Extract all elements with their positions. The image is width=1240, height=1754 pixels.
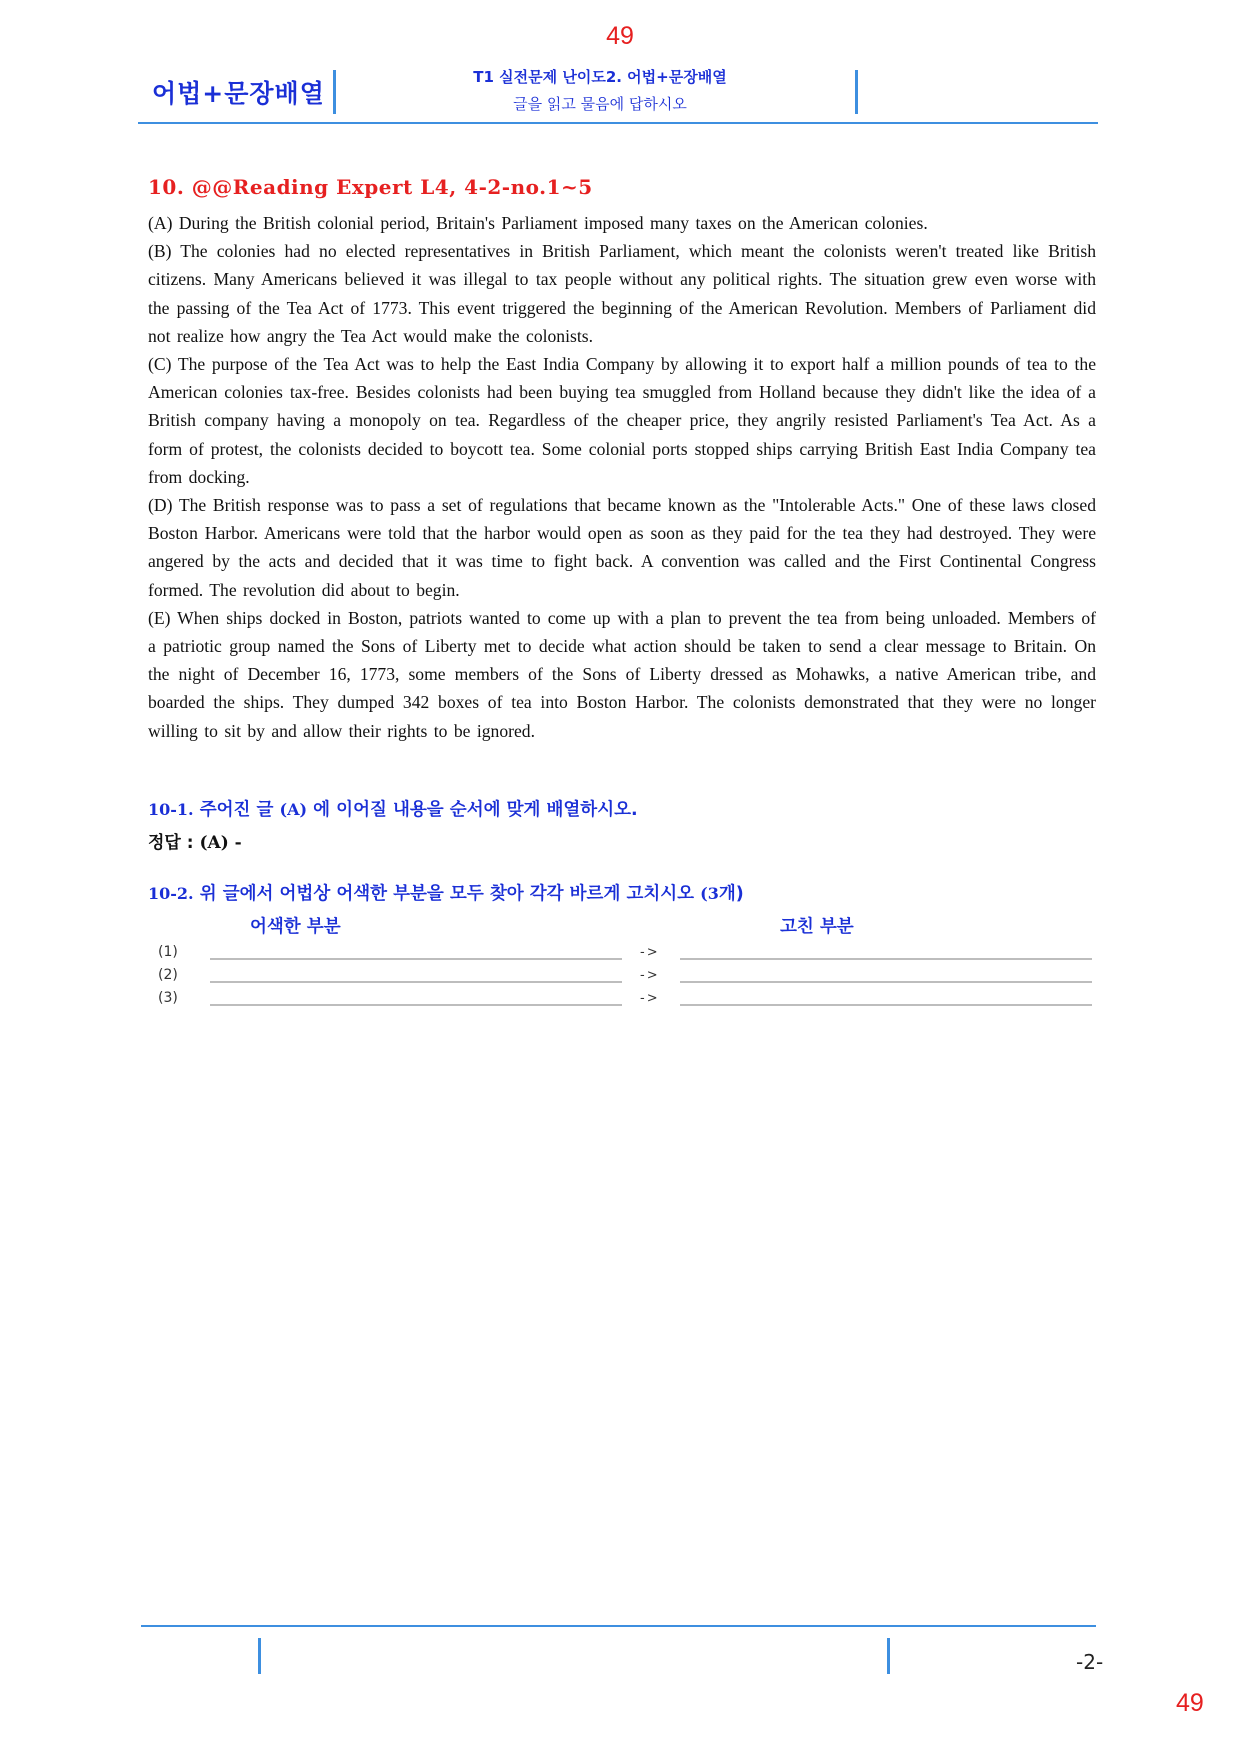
paragraph-b: (B) The colonies had no elected representatives in British Parliament, which meant the colonists weren't treated like British citizens. Many Americans believed it was illegal to tax people without any political rights. The situation grew even worse with the passing of the Tea Act of 1773. This event triggered the beginning of the American Revolution. Members of Parliament did not realize how angry the Tea Act would make the colonists. bbox=[148, 241, 1096, 346]
top-page-number: 49 bbox=[606, 22, 634, 50]
paragraph-d: (D) The British response was to pass a set of regulations that became known as the "Intolerable Acts." One of these laws closed Boston Harbor. Americans were told that the harbor would open as soon as they paid for the tea they had destroyed. They were angered by the acts and decided that it was time to fight back. A convention was called and the First Continental Congress formed. The revolution did about to begin. bbox=[148, 495, 1096, 600]
subquestion-1-number: 10-1. bbox=[148, 800, 194, 819]
wrong-part-blank[interactable] bbox=[210, 958, 622, 960]
correction-index: (2) bbox=[158, 967, 178, 983]
header-divider-right bbox=[855, 70, 858, 114]
section-title: 어법+문장배열 bbox=[152, 79, 325, 108]
header-subtitle bbox=[340, 64, 860, 118]
subquestion-1-marker: (A) bbox=[279, 800, 308, 819]
subquestion-1-text-after: 에 이어질 내용을 순서에 맞게 배열하시오. bbox=[307, 800, 638, 820]
header-divider-left bbox=[333, 70, 336, 114]
subquestion-2-count-unit: 개) bbox=[718, 884, 744, 904]
answer-line bbox=[148, 828, 242, 853]
arrow-icon: -> bbox=[640, 968, 660, 983]
bottom-page-number: 49 bbox=[1176, 1689, 1204, 1717]
answer-value[interactable]: (A) - bbox=[199, 833, 242, 853]
subquestion-1-heading bbox=[148, 796, 638, 821]
fixed-part-blank[interactable] bbox=[680, 958, 1092, 960]
column-header-fixed: 고친 부분 bbox=[780, 917, 854, 937]
arrow-icon: -> bbox=[640, 945, 660, 960]
correction-row bbox=[158, 988, 1098, 1010]
column-header-wrong: 어색한 부분 bbox=[250, 917, 341, 937]
subquestion-2-count-number: (3 bbox=[700, 884, 719, 903]
correction-row bbox=[158, 965, 1098, 987]
subquestion-2-text: 위 글에서 어법상 어색한 부분을 모두 찾아 각각 바르게 고치시오 bbox=[193, 884, 701, 904]
correction-index: (3) bbox=[158, 990, 178, 1006]
question-title: 10. @@Reading Expert L4, 4-2-no.1~5 bbox=[148, 175, 593, 199]
paragraph-e: (E) When ships docked in Boston, patriots wanted to come up with a plan to prevent the tea from being unloaded. Members of a patriotic group named the Sons of Liberty met to decide what action should be taken to send a clear message to Britain. On the night of December 16, 1773, some members of the Sons of Liberty dressed as Mohawks, a native American tribe, and boarded the ships. They dumped 342 boxes of tea into Boston Harbor. The colonists demonstrated that they were no longer willing to sit by and allow their rights to be ignored. bbox=[148, 607, 1096, 741]
reading-passage bbox=[148, 209, 1096, 745]
wrong-part-blank[interactable] bbox=[210, 1004, 622, 1006]
footer-divider-left bbox=[258, 1638, 261, 1674]
paragraph-c: (C) The purpose of the Tea Act was to help the East India Company by allowing it to export half a million pounds of tea to the American colonies tax-free. Besides colonists had been buying tea smuggled from Holland because they didn't like the idea of a British company having a monopoly on tea. Regardless of the cheaper price, they angrily resisted Parliament's Tea Act. As a form of protest, the colonists decided to boycott tea. Some colonial ports stopped ships carrying British East India Company tea from docking. bbox=[148, 354, 1096, 487]
fixed-part-blank[interactable] bbox=[680, 1004, 1092, 1006]
arrow-icon: -> bbox=[640, 991, 660, 1006]
fixed-part-blank[interactable] bbox=[680, 981, 1092, 983]
subquestion-1-text-before: 주어진 글 bbox=[193, 800, 280, 820]
answer-label: 정답 : bbox=[148, 833, 200, 853]
subquestion-2-heading bbox=[148, 880, 744, 905]
footer-divider-right bbox=[887, 1638, 890, 1674]
wrong-part-blank[interactable] bbox=[210, 981, 622, 983]
paragraph-a: (A) During the British colonial period, Britain's Parliament imposed many taxes on the American colonies. bbox=[148, 213, 928, 233]
header-subtitle-line2: 글을 읽고 물음에 답하시오 bbox=[513, 95, 687, 113]
correction-index: (1) bbox=[158, 944, 178, 960]
footer-rule bbox=[141, 1625, 1096, 1627]
correction-row bbox=[158, 942, 1098, 964]
header-rule bbox=[138, 122, 1098, 124]
subquestion-2-number: 10-2. bbox=[148, 884, 194, 903]
header-subtitle-line1: T1 실전문제 난이도2. 어법+문장배열 bbox=[473, 68, 727, 86]
footer-page-text: -2- bbox=[1076, 1650, 1104, 1674]
